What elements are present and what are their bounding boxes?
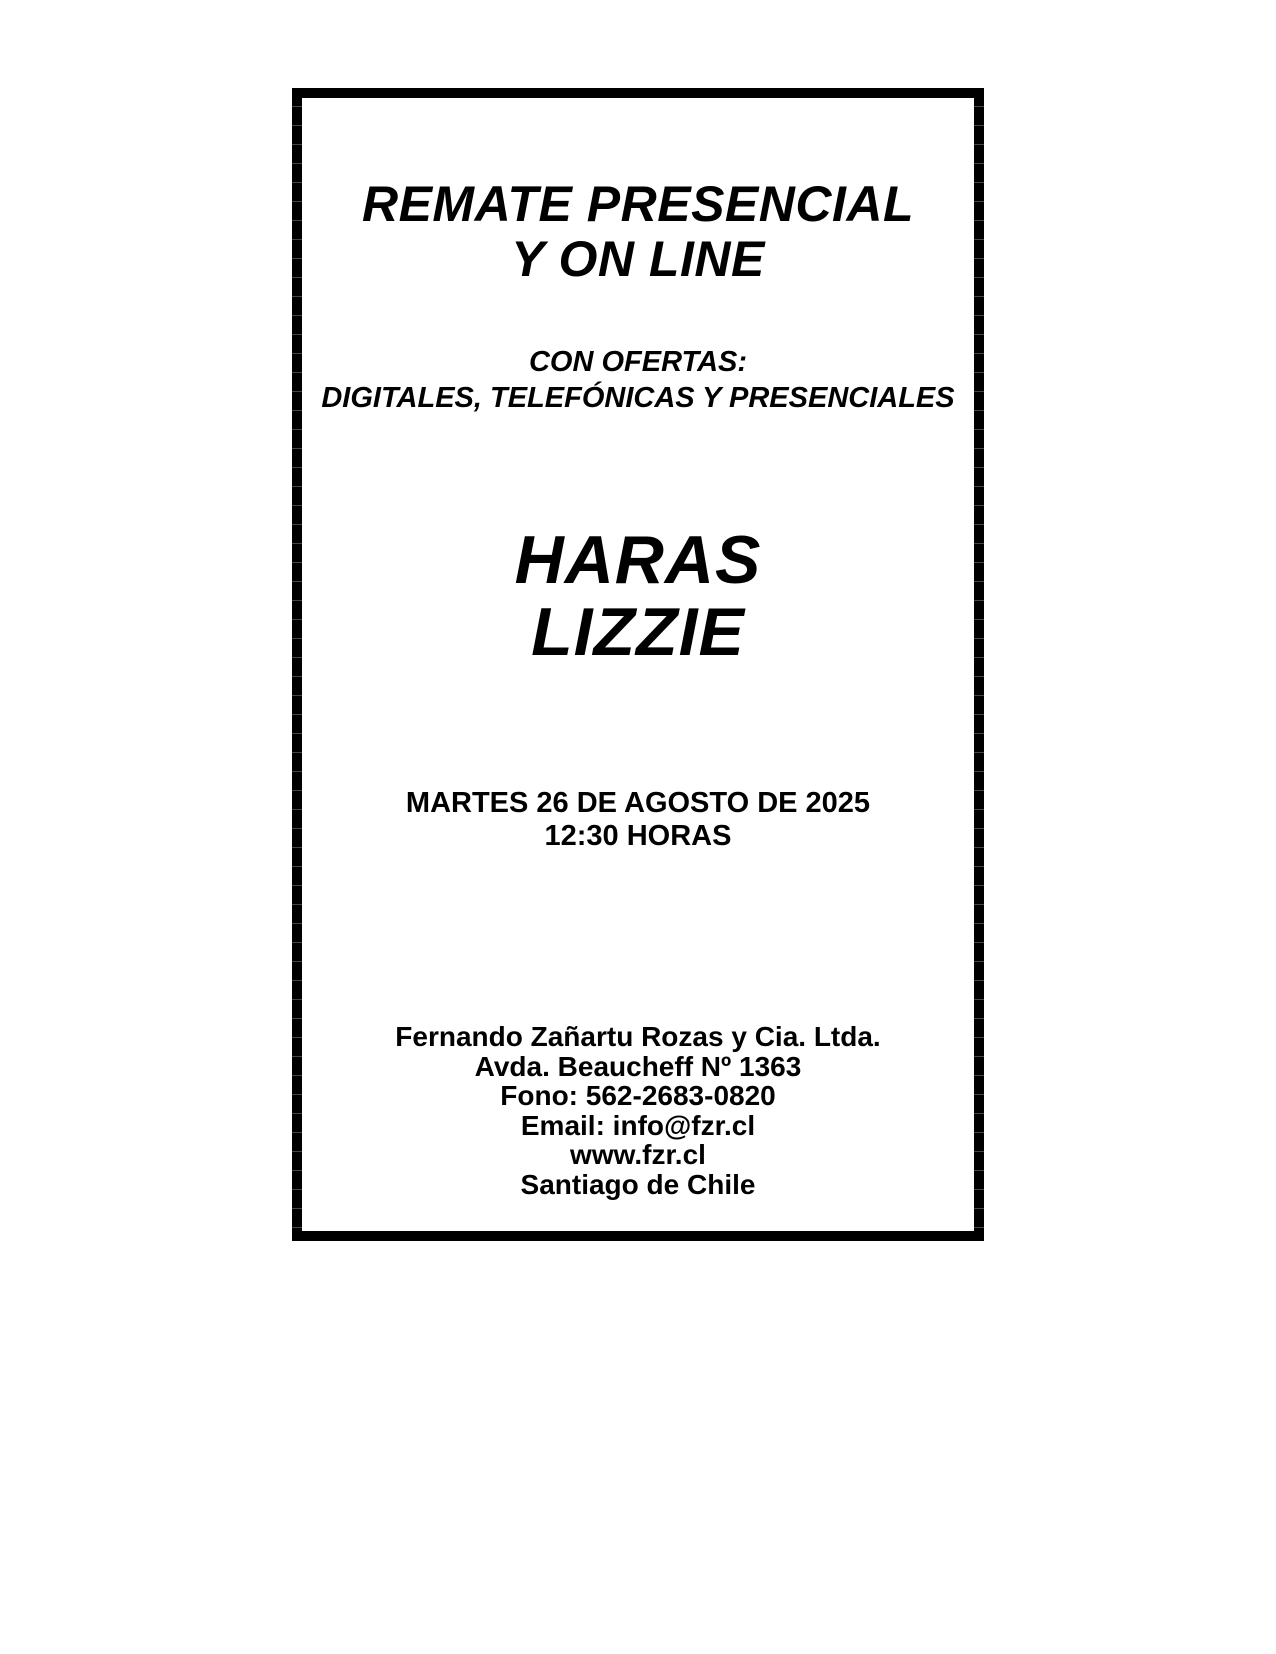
contact-info (302, 1022, 974, 1199)
event-date: MARTES 26 DE AGOSTO DE 2025 (405, 787, 871, 819)
poster-frame (292, 88, 984, 1241)
event-name-line-2: LIZZIE (531, 594, 745, 670)
contact-phone: Fono: 562-2683-0820 (500, 1080, 776, 1111)
subtitle-line-2: DIGITALES, TELEFÓNICAS Y PRESENCIALES (321, 382, 955, 414)
contact-city: Santiago de Chile (520, 1168, 756, 1200)
event-time: 12:30 HORAS (544, 820, 732, 852)
contact-email: Email: info@fzr.cl (520, 1109, 756, 1141)
poster-title (302, 177, 974, 287)
contact-company: Fernando Zañartu Rozas y Cia. Ltda. (395, 1021, 881, 1052)
frame-seam-texture-right (974, 88, 984, 1241)
frame-seam-texture-left (292, 88, 302, 1241)
title-line-2: Y ON LINE (511, 231, 765, 287)
event-datetime (302, 787, 974, 853)
event-name (302, 524, 974, 668)
subtitle-line-1: CON OFERTAS: (528, 346, 748, 378)
contact-website: www.fzr.cl (570, 1139, 706, 1170)
contact-address: Avda. Beaucheff Nº 1363 (474, 1050, 802, 1082)
poster-subtitle (302, 344, 974, 416)
event-name-line-1: HARAS (514, 522, 762, 598)
title-line-1: REMATE PRESENCIAL (361, 176, 915, 232)
